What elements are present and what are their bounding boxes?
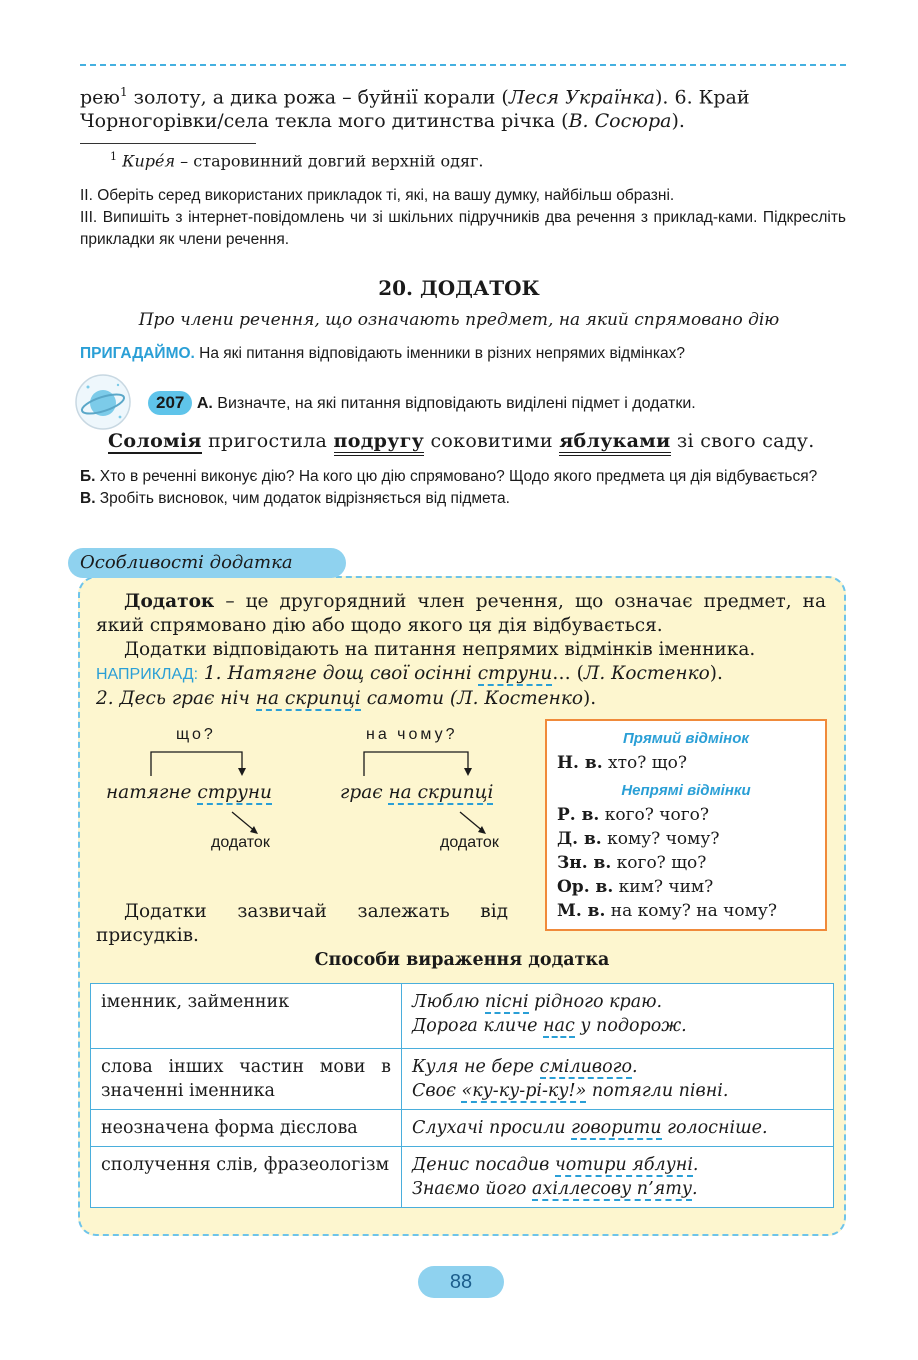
case-genitive: Р. в. кого? чого?	[557, 805, 710, 825]
dependency-note: Додатки зазвичай залежать від присудків.	[96, 901, 508, 946]
case-nominative: Н. в. хто? що?	[557, 753, 687, 773]
rule-definition: Додаток – це другорядний член речення, що означає предмет, на який спрямовано дію або щодо якого ця дія відбувається. Додатки відповідають на питання непрямих відмінків іменника. НАПРИКЛАД: 1. Натягне дощ свої осінні струни… (Л. Костенко). 2. Десь грає ніч на скрипці самоти (Л. Костенко).	[96, 591, 826, 709]
exercise-207-task-a: 207 А. Визначте, на які питання відповідають виділені підмет і додатки.	[148, 391, 696, 415]
indirect-cases-heading: Непрямі відмінки	[621, 782, 751, 799]
remember-label: ПРИГАДАЙМО.	[80, 345, 195, 362]
table-row	[91, 1049, 834, 1110]
case-accusative: Зн. в. кого? що?	[557, 853, 707, 873]
exercise-207-tasks-b-v: Б. Хто в реченні виконує дію? На кого цю дію спрямовано? Щодо якого предмета ця дія відбувається? В. Зробіть висновок, чим додаток відрізняється від підмета.	[80, 468, 818, 507]
section-heading: 20. ДОДАТОК	[378, 276, 540, 300]
page-number-badge	[418, 1266, 504, 1298]
cases-panel	[545, 719, 827, 931]
ways-table-title: Способи вираження додатка	[314, 950, 610, 970]
table-row	[91, 1110, 834, 1147]
remember-line: ПРИГАДАЙМО. На які питання відповідають іменники в різних непрямих відмінках?	[80, 345, 685, 362]
exercise-planet-icon	[74, 373, 132, 431]
footnote-rule	[80, 143, 256, 144]
top-dashed-divider	[80, 64, 846, 66]
diagram-phrase-1: натягне струни	[106, 782, 272, 803]
table-cell: Куля не бере сміливого. Своє «ку-ку-рі-ку!» потягли півні.	[402, 1049, 834, 1110]
page-number: 88	[449, 1271, 473, 1293]
example-label: НАПРИКЛАД:	[96, 666, 199, 683]
table-cell: сполучення слів, фразеологізм	[91, 1147, 402, 1208]
task-2: ІІ. Оберіть серед використаних прикладок ті, які, на вашу думку, найбільш образні.	[80, 187, 675, 204]
direct-case-heading: Прямий відмінок	[623, 730, 749, 747]
table-cell: Денис посадив чотири яблуні. Знаємо його ахіллесову п’яту.	[402, 1147, 834, 1208]
exercise-number-badge: 207	[148, 391, 192, 415]
table-cell: іменник, займенник	[91, 984, 402, 1049]
diagram-bracket-1	[140, 748, 260, 778]
ways-table	[90, 983, 834, 1208]
diagram-label-1: додаток	[211, 834, 270, 851]
subject-word: Соломія	[108, 430, 202, 452]
footnote-mark: 1	[119, 85, 128, 99]
task-3: ІІІ. Випишіть з інтернет-повідомлень чи зі шкільних підручників два речення з приклад-ками. Підкресліть прикладки як члени речення.	[80, 209, 846, 248]
object-word-1: подругу	[334, 430, 425, 456]
diagram-bracket-2	[352, 748, 482, 778]
poem-continuation: рею$^1$ золоту, а дика рожа – буйнії корали (Леся Українка). 6. Край Чорногорівки/села текла мого дитинства річка (В. Сосюра).	[80, 85, 750, 133]
diagram-question-2: на чому?	[366, 726, 458, 743]
table-row	[91, 1147, 834, 1208]
diagram-question-1: що?	[176, 726, 216, 743]
diagram-phrase-2: грає на скрипці	[340, 782, 494, 803]
rule-box-tab: Особливості додатка	[68, 548, 346, 578]
table-cell: неозначена форма дієслова	[91, 1110, 402, 1147]
object-word-2: яблуками	[559, 430, 670, 456]
section-subtitle: Про члени речення, що означають предмет, на який спрямовано дію	[138, 310, 780, 330]
table-cell: Люблю пісні рідного краю. Дорога кличе нас у подорож.	[402, 984, 834, 1049]
table-row	[91, 984, 834, 1049]
table-cell: слова інших частин мови в значенні іменника	[91, 1049, 402, 1110]
table-cell: Слухачі просили говорити голосніше.	[402, 1110, 834, 1147]
case-instrumental: Ор. в. ким? чим?	[557, 877, 714, 897]
diagram-label-2: додаток	[440, 834, 499, 851]
exercise-207-sentence: Соломія пригостила подругу соковитими яблуками зі свого саду.	[108, 430, 815, 452]
case-dative: Д. в. кому? чому?	[557, 829, 720, 849]
tasks-block	[80, 185, 846, 251]
footnote: $^1$ Кире́я – старовинний довгий верхній одяг.	[110, 150, 484, 171]
case-locative: М. в. на кому? на чому?	[557, 901, 777, 921]
